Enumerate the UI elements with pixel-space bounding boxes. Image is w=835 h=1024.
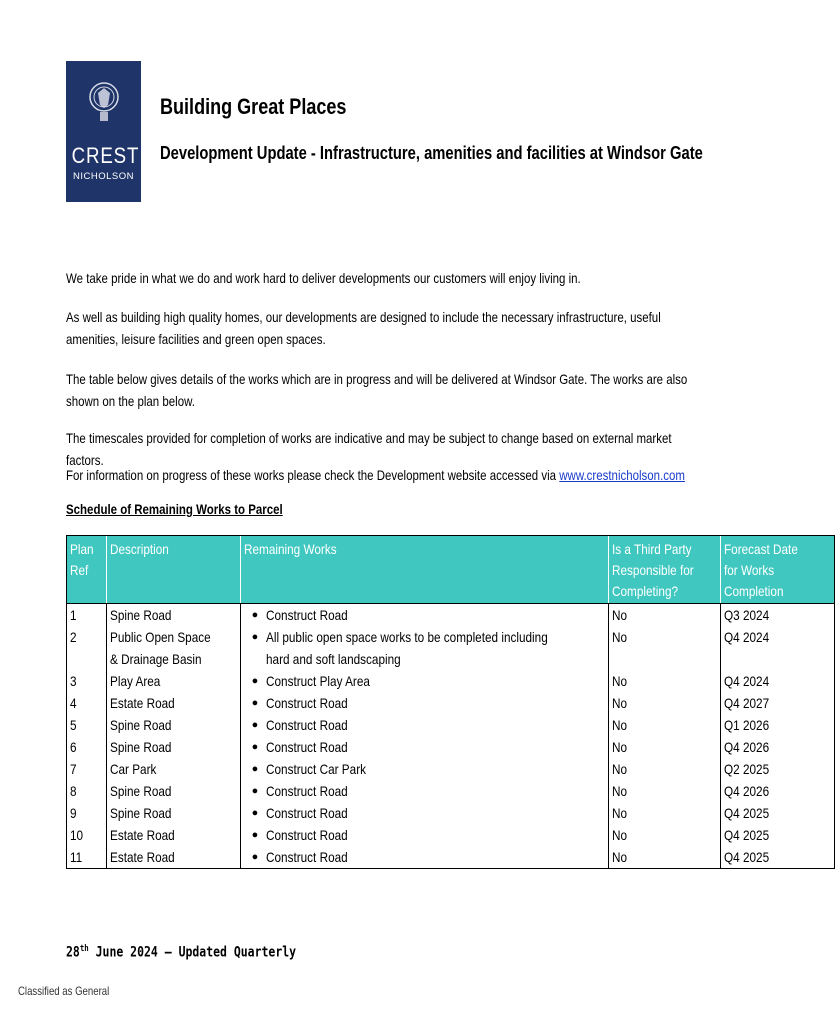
crest-nicholson-logo xyxy=(66,61,141,202)
cell-remaining-works: ● Construct Road xyxy=(241,780,609,802)
cell-description: Spine Road xyxy=(107,780,241,802)
table-row xyxy=(67,780,835,802)
intro-paragraph-5 xyxy=(66,464,706,486)
bullet-icon: ● xyxy=(251,697,259,709)
schedule-title: Schedule of Remaining Works to Parcel xyxy=(66,501,283,517)
cell-remaining-works: ● Construct Road xyxy=(241,604,609,627)
header-remaining-works: Remaining Works xyxy=(241,536,609,604)
cell-forecast-date: Q4 2027 xyxy=(721,692,835,714)
bullet-icon: ● xyxy=(251,741,259,753)
header-forecast-date: Forecast Date for Works Completion xyxy=(721,536,835,604)
cell-description: Estate Road xyxy=(107,824,241,846)
cell-description: Public Open Space & Drainage Basin xyxy=(107,626,241,670)
bullet-icon: ● xyxy=(251,675,259,687)
cell-plan-ref: 4 xyxy=(67,692,107,714)
table-row xyxy=(67,802,835,824)
header-plan-ref: Plan Ref xyxy=(67,536,107,604)
update-date: 28th June 2024 – Updated Quarterly xyxy=(66,944,297,961)
table-row xyxy=(67,692,835,714)
bullet-icon: ● xyxy=(251,851,259,863)
cell-forecast-date: Q4 2025 xyxy=(721,824,835,846)
cell-third-party: No xyxy=(609,626,721,670)
cell-forecast-date: Q4 2025 xyxy=(721,802,835,824)
header-description: Description xyxy=(107,536,241,604)
cell-forecast-date: Q2 2025 xyxy=(721,758,835,780)
cell-plan-ref: 6 xyxy=(67,736,107,758)
cell-plan-ref: 3 xyxy=(67,670,107,692)
cell-description: Estate Road xyxy=(107,846,241,869)
cell-plan-ref: 5 xyxy=(67,714,107,736)
cell-description: Spine Road xyxy=(107,714,241,736)
cell-remaining-works: ● Construct Road xyxy=(241,824,609,846)
cell-third-party: No xyxy=(609,604,721,627)
cell-third-party: No xyxy=(609,692,721,714)
cell-third-party: No xyxy=(609,714,721,736)
bullet-icon: ● xyxy=(251,807,259,819)
cell-description: Spine Road xyxy=(107,604,241,627)
cell-plan-ref: 1 xyxy=(67,604,107,627)
bullet-icon: ● xyxy=(251,609,259,621)
table-row xyxy=(67,736,835,758)
table-row xyxy=(67,604,835,627)
cell-forecast-date: Q3 2024 xyxy=(721,604,835,627)
bullet-icon: ● xyxy=(251,829,259,841)
cell-forecast-date: Q4 2026 xyxy=(721,736,835,758)
cell-description: Estate Road xyxy=(107,692,241,714)
cell-forecast-date: Q1 2026 xyxy=(721,714,835,736)
cell-description: Car Park xyxy=(107,758,241,780)
table-header-row xyxy=(67,536,835,604)
cell-plan-ref: 10 xyxy=(67,824,107,846)
cell-forecast-date: Q4 2026 xyxy=(721,780,835,802)
intro-paragraph-1: We take pride in what we do and work hard to deliver developments our customers will enjoy living in. xyxy=(66,270,581,286)
cell-forecast-date: Q4 2024 xyxy=(721,670,835,692)
cell-third-party: No xyxy=(609,846,721,869)
cell-forecast-date: Q4 2024 xyxy=(721,626,835,670)
cell-remaining-works: ● Construct Road xyxy=(241,692,609,714)
logo-wordmark-crest: CREST xyxy=(71,143,140,168)
cell-third-party: No xyxy=(609,780,721,802)
cell-plan-ref: 11 xyxy=(67,846,107,869)
table-row xyxy=(67,846,835,869)
schedule-table xyxy=(66,535,835,869)
page-title: Building Great Places xyxy=(160,94,347,119)
intro-paragraph-3: The table below gives details of the works which are in progress and will be delivered at Windsor Gate. The works are also shown on the plan below. xyxy=(66,371,688,409)
page-subtitle: Development Update - Infrastructure, amenities and facilities at Windsor Gate xyxy=(160,143,703,163)
table-row xyxy=(67,714,835,736)
cell-third-party: No xyxy=(609,670,721,692)
cell-remaining-works: ● Construct Road xyxy=(241,736,609,758)
table-row xyxy=(67,626,835,670)
intro-paragraph-2: As well as building high quality homes, our developments are designed to include the necessary infrastructure, useful amenities, leisure facilities and green open spaces. xyxy=(66,309,661,347)
header-third-party: Is a Third Party Responsible for Completing? xyxy=(609,536,721,604)
table-row xyxy=(67,824,835,846)
cell-remaining-works: ● All public open space works to be completed including hard and soft landscaping xyxy=(241,626,609,670)
cell-forecast-date: Q4 2025 xyxy=(721,846,835,869)
cell-remaining-works: ● Construct Car Park xyxy=(241,758,609,780)
cell-third-party: No xyxy=(609,802,721,824)
bullet-icon: ● xyxy=(251,631,259,643)
logo-wordmark-nicholson: NICHOLSON xyxy=(73,171,134,182)
cell-plan-ref: 9 xyxy=(67,802,107,824)
cell-remaining-works: ● Construct Play Area xyxy=(241,670,609,692)
table-row xyxy=(67,670,835,692)
cell-description: Spine Road xyxy=(107,736,241,758)
crest-emblem-icon xyxy=(86,79,122,123)
cell-description: Spine Road xyxy=(107,802,241,824)
bullet-icon: ● xyxy=(251,785,259,797)
bullet-icon: ● xyxy=(251,719,259,731)
website-info-text: For information on progress of these works please check the Development website accessed via xyxy=(66,467,557,483)
cell-description: Play Area xyxy=(107,670,241,692)
classification-label: Classified as General xyxy=(18,984,110,998)
table-row xyxy=(67,758,835,780)
cell-third-party: No xyxy=(609,824,721,846)
cell-third-party: No xyxy=(609,758,721,780)
cell-third-party: No xyxy=(609,736,721,758)
cell-remaining-works: ● Construct Road xyxy=(241,714,609,736)
bullet-icon: ● xyxy=(251,763,259,775)
cell-remaining-works: ● Construct Road xyxy=(241,802,609,824)
cell-plan-ref: 7 xyxy=(67,758,107,780)
cell-plan-ref: 8 xyxy=(67,780,107,802)
cell-remaining-works: ● Construct Road xyxy=(241,846,609,869)
website-link[interactable]: www.crestnicholson.com xyxy=(559,467,685,483)
intro-paragraph-4: The timescales provided for completion of works are indicative and may be subject to change based on external market factors. xyxy=(66,430,672,468)
cell-plan-ref: 2 xyxy=(67,626,107,670)
